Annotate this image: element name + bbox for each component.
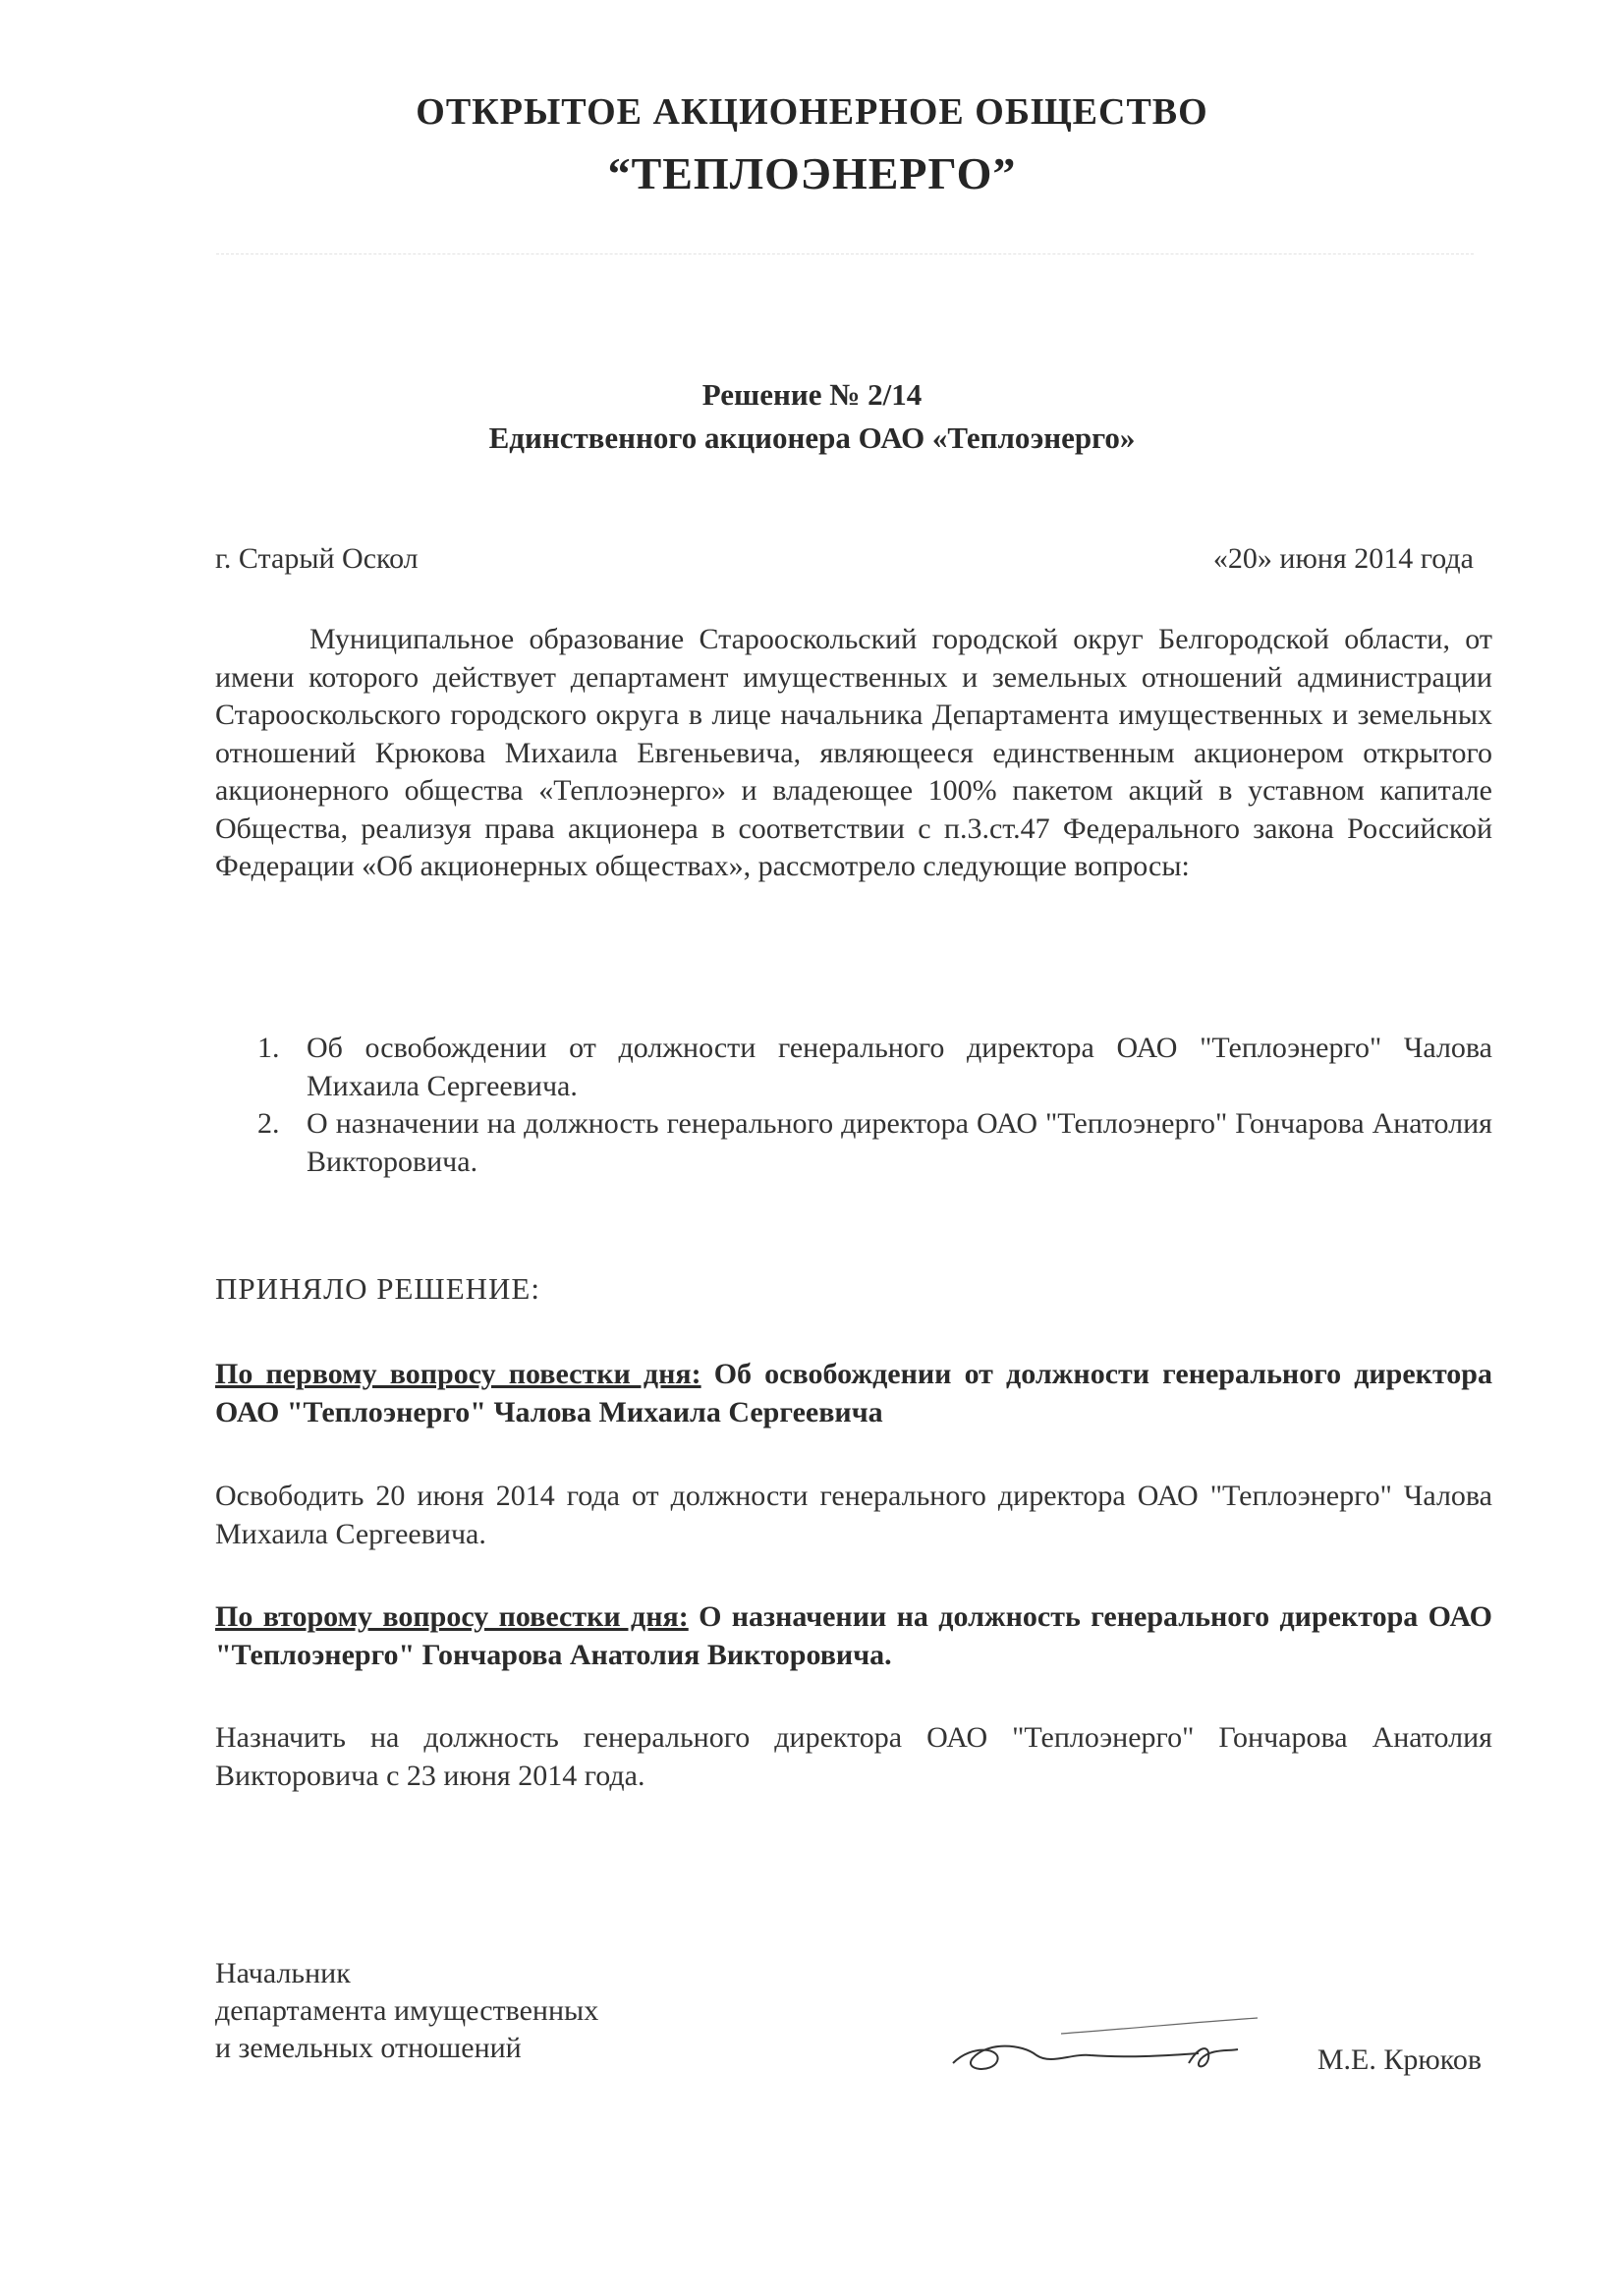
signatory-title-line: и земельных отношений <box>215 2032 522 2064</box>
agenda-item-number: 2. <box>257 1107 280 1140</box>
agenda-item <box>257 1030 1492 1105</box>
signatory-title-line: департамента имущественных <box>215 1994 599 2027</box>
document-date: «20» июня 2014 года <box>1212 542 1474 575</box>
agenda-item-text: Об освобождении от должности генерального директора ОАО "Теплоэнерго" Чалова Михаила Сергеевича. <box>307 1032 1492 1102</box>
agenda-item-text: О назначении на должность генерального директора ОАО "Теплоэнерго" Гончарова Анатолия Викторовича. <box>307 1107 1492 1178</box>
org-type-heading: ОТКРЫТОЕ АКЦИОНЕРНОЕ ОБЩЕСТВО <box>416 91 1208 133</box>
signatory-name: М.Е. Крюков <box>1316 2043 1482 2076</box>
decision-label: ПРИНЯЛО РЕШЕНИЕ: <box>215 1271 540 1306</box>
agenda-item <box>257 1105 1492 1181</box>
decision-subtitle: Единственного акционера ОАО «Теплоэнерго» <box>488 420 1136 455</box>
question-1-resolution: Освободить 20 июня 2014 года от должности генерального директора ОАО "Теплоэнерго" Чалова Михаила Сергеевича. <box>215 1480 1492 1550</box>
question-2-resolution: Назначить на должность генерального директора ОАО "Теплоэнерго" Гончарова Анатолия Викторовича с 23 июня 2014 года. <box>215 1721 1492 1792</box>
question-2-subject: О назначении на должность генерального директора ОАО "Теплоэнерго" Гончарова Анатолия Викторовича. <box>215 1600 1492 1671</box>
decision-title: Решение № 2/14 <box>701 377 923 412</box>
agenda-item-number: 1. <box>257 1032 280 1064</box>
signatory-title <box>215 1955 598 2067</box>
question-1-subject: Об освобождении от должности генерального директора ОАО "Теплоэнерго" Чалова Михаила Сергеевича <box>215 1358 1492 1428</box>
question-1-label: По первому вопросу повестки дня: <box>215 1358 701 1390</box>
handwritten-signature <box>943 2004 1267 2083</box>
place-of-issue: г. Старый Оскол <box>215 542 419 575</box>
question-2-label: По второму вопросу повестки дня: <box>215 1600 689 1633</box>
signatory-title-line: Начальник <box>215 1957 351 1989</box>
intro-paragraph: Муниципальное образование Старооскольский городской округ Белгородской области, от имени которого действует департамент имущественных и земельных отношений администрации Старооскольского городского округа в лице начальника Департамента имущественных и земельных отношений Крюкова Михаила Евгеньевича, являющееся единственным акционером открытого акционерного общества «Теплоэнерго» и владеющее 100% пакетом акций в уставном капитале Общества, реализуя права акционера в соответствии с п.3.ст.47 Федерального закона Российской Федерации «Об акционерных обществах», рассмотрело следующие вопросы: <box>215 623 1492 882</box>
org-name-heading: “ТЕПЛОЭНЕРГО” <box>607 148 1017 198</box>
question-1-heading <box>215 1356 1492 1431</box>
header-divider <box>216 253 1474 254</box>
agenda-list <box>257 1030 1492 1181</box>
question-2-heading <box>215 1598 1492 1674</box>
